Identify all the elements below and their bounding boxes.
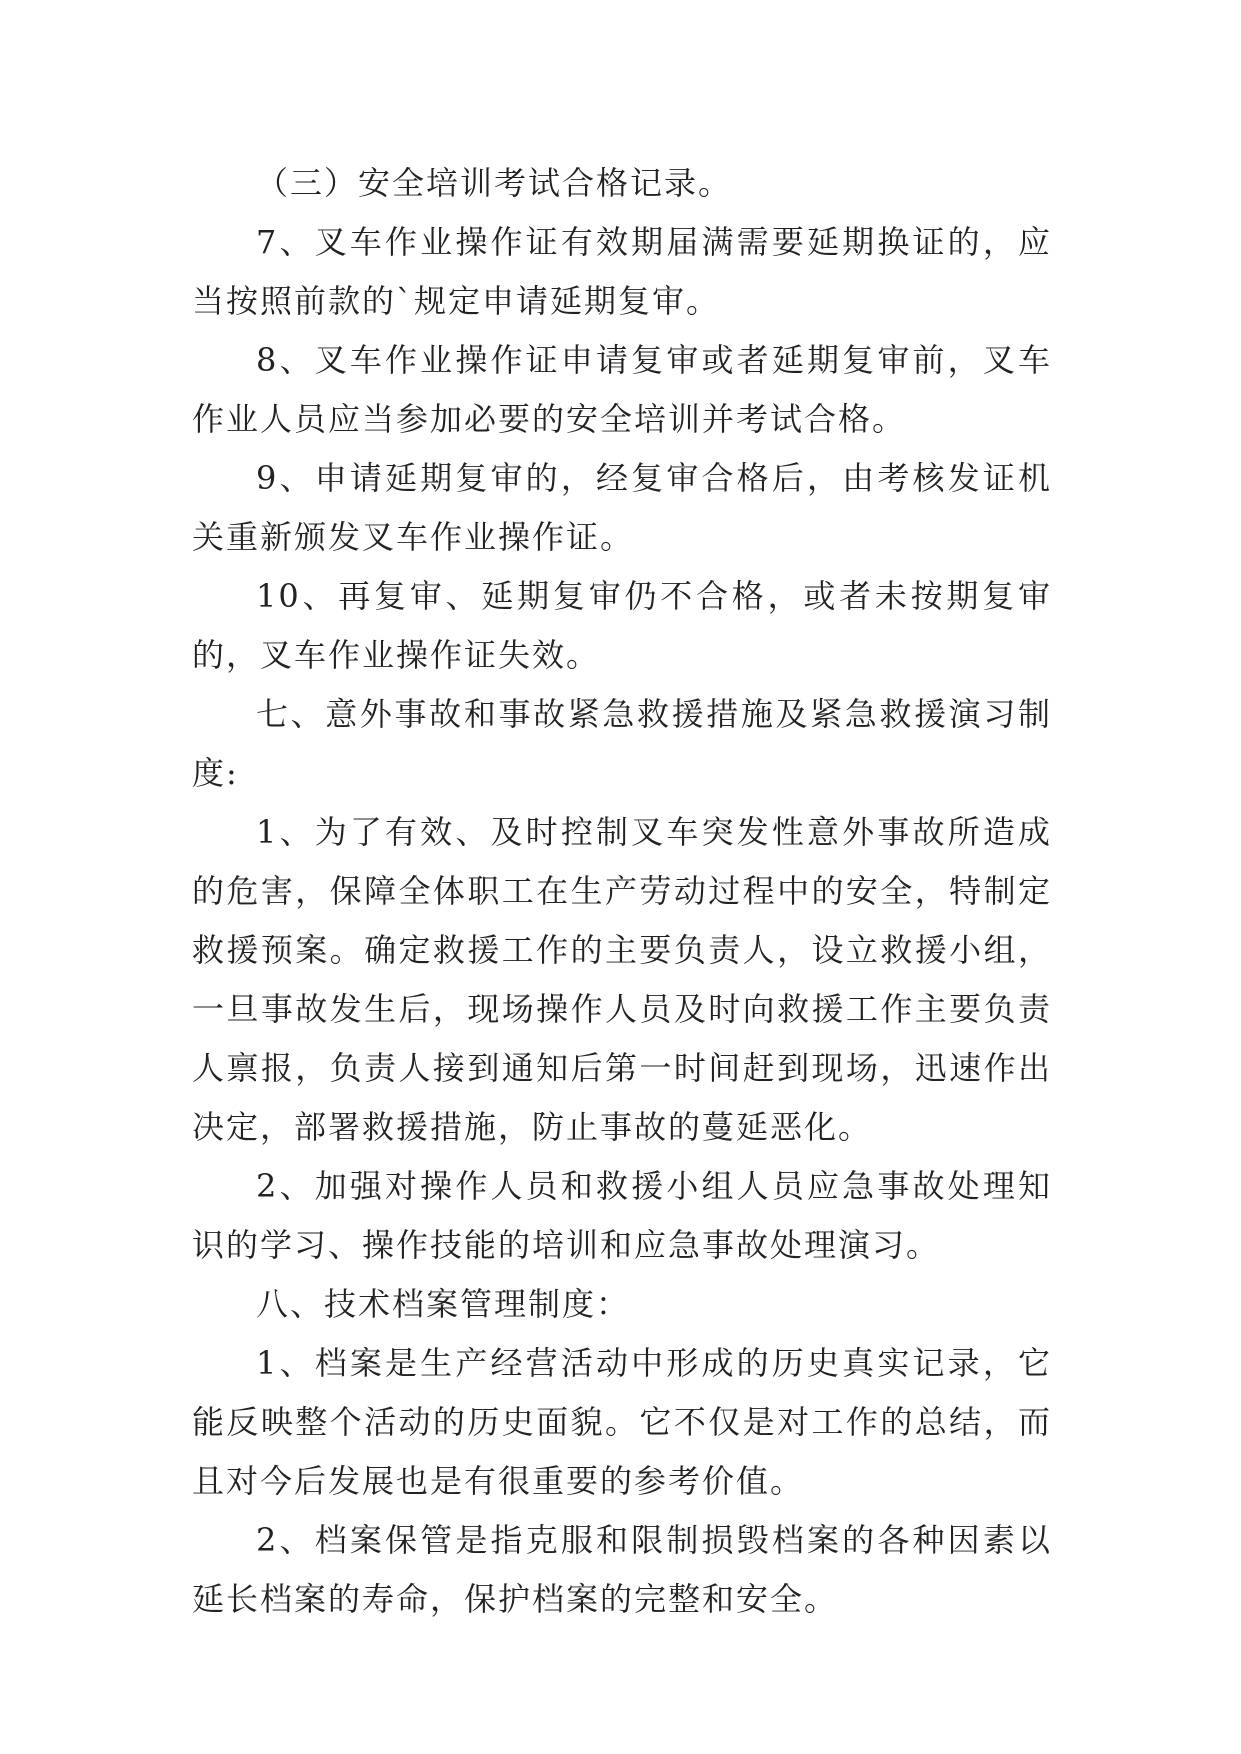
paragraph-training-exam-record: （三）安全培训考试合格记录。 [256,164,733,202]
section-heading-technical-archives: 八、技术档案管理制度： [256,1285,631,1323]
paragraph-item-8: 8、叉车作业操作证申请复审或者延期复审前，叉车作业人员应当参加必要的安全培训并考试合格。 [192,341,1052,438]
paragraph-rescue-item-2: 2、加强对操作人员和救援小组人员应急事故处理知识的学习、操作技能的培训和应急事故处理演习。 [192,1167,1052,1264]
section-heading-emergency-rescue: 七、意外事故和事故紧急救援措施及紧急救援演习制度: [192,695,1052,792]
paragraph-item-9: 9、申请延期复审的，经复审合格后，由考核发证机关重新颁发叉车作业操作证。 [192,459,1052,556]
paragraph-archives-item-2: 2、档案保管是指克服和限制损毁档案的各种因素以延长档案的寿命，保护档案的完整和安全。 [192,1521,1052,1618]
paragraph-archives-item-1: 1、档案是生产经营活动中形成的历史真实记录，它能反映整个活动的历史面貌。它不仅是对工作的总结，而且对今后发展也是有很重要的参考价值。 [192,1344,1052,1500]
document-body [192,154,1052,1629]
paragraph-item-10: 10、再复审、延期复审仍不合格，或者未按期复审的，叉车作业操作证失效。 [192,577,1052,674]
paragraph-rescue-item-1: 1、为了有效、及时控制叉车突发性意外事故所造成的危害，保障全体职工在生产劳动过程中的安全，特制定救援预案。确定救援工作的主要负责人，设立救援小组，一旦事故发生后，现场操作人员及时向救援工作主要负责人禀报，负责人接到通知后第一时间赶到现场，迅速作出决定，部署救援措施，防止事故的蔓延恶化。 [192,813,1052,1146]
paragraph-item-7: 7、叉车作业操作证有效期届满需要延期换证的，应当按照前款的`规定申请延期复审。 [192,223,1052,320]
